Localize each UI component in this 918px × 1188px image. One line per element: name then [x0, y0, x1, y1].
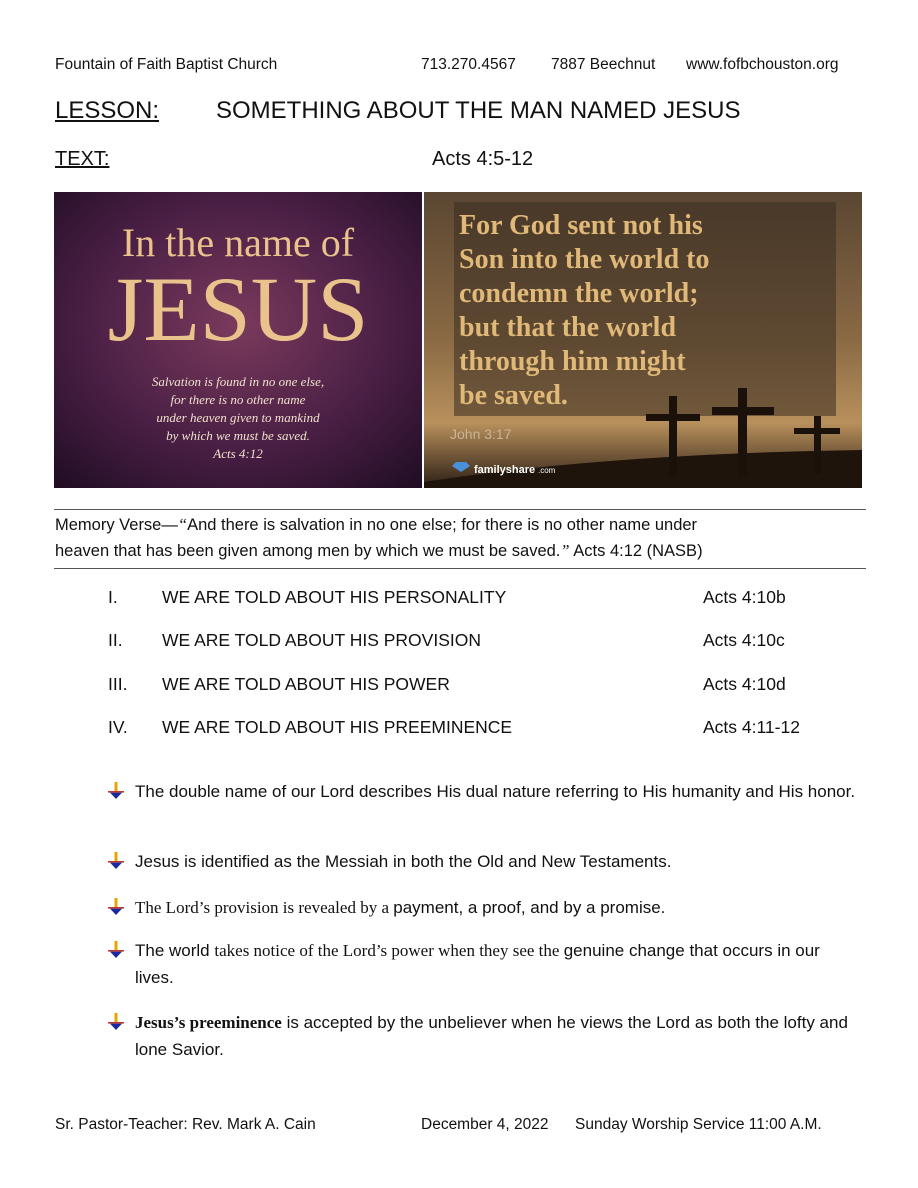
text-reference: Acts 4:5-12: [432, 148, 534, 170]
outline-reference: Acts 4:10c: [703, 630, 785, 650]
church-name: Fountain of Faith Baptist Church: [55, 56, 278, 73]
down-arrow-icon: [108, 782, 124, 800]
bullet-text: Jesus is identified as the Messiah in both the Old and New Testaments.: [135, 852, 672, 871]
bullet-point: [108, 848, 858, 875]
outline-reference: Acts 4:10d: [703, 674, 786, 694]
bullet-text-start: The world: [135, 941, 215, 960]
bullet-text-serif: The Lord’s provision is revealed by a: [135, 898, 394, 917]
down-arrow-icon: [108, 941, 124, 959]
verse-line: condemn the world;: [459, 278, 699, 309]
page-footer: [55, 1116, 865, 1136]
down-arrow-icon: [108, 898, 124, 916]
lesson-title: SOMETHING ABOUT THE MAN NAMED JESUS: [216, 97, 741, 124]
pastor-name: Sr. Pastor-Teacher: Rev. Mark A. Cain: [55, 1116, 316, 1133]
outline-number: IV.: [108, 717, 128, 737]
bullet-text-serif: takes notice of the Lord’s power when they see the: [214, 941, 564, 960]
image-caption-line: for there is no other name: [170, 392, 306, 407]
verse-line: Son into the world to: [459, 244, 710, 275]
memory-verse-intro: Memory Verse—: [55, 516, 178, 534]
outline-item: [108, 674, 868, 698]
memory-verse: [55, 512, 865, 564]
john-3-17-image: [424, 192, 862, 488]
memory-verse-line2: heaven that has been given among men by which we must be saved.: [55, 542, 561, 560]
bullet-text-rest: is accepted by the unbeliever when he views the Lord as both the lofty and lone Savior.: [135, 1013, 848, 1059]
outline-item: [108, 717, 868, 741]
outline-reference: Acts 4:11-12: [703, 717, 800, 737]
service-time: Sunday Worship Service 11:00 A.M.: [575, 1116, 822, 1133]
divider: [54, 568, 866, 569]
lesson-label: LESSON:: [55, 97, 160, 124]
brand-suffix: .com: [538, 466, 556, 475]
outline-text: WE ARE TOLD ABOUT HIS PREEMINENCE: [162, 717, 513, 737]
bullet-point: [108, 778, 858, 805]
down-arrow-icon: [108, 1013, 124, 1031]
text-label: TEXT:: [55, 148, 110, 170]
image-caption-reference: Acts 4:12: [213, 446, 263, 461]
outline-text: WE ARE TOLD ABOUT HIS PERSONALITY: [162, 587, 507, 607]
image-line-in-the-name: In the name of: [121, 220, 355, 265]
outline-number: III.: [108, 674, 128, 694]
bullet-text-bold: Jesus’s preeminence: [135, 1013, 282, 1032]
verse-line: For God sent not his: [459, 210, 703, 241]
outline-number: II.: [108, 630, 123, 650]
bullet-point: [108, 937, 858, 991]
bullet-text-rest: payment, a proof, and by a promise.: [393, 898, 666, 917]
outline-text: WE ARE TOLD ABOUT HIS PROVISION: [162, 630, 481, 650]
memory-verse-reference: Acts 4:12 (NASB): [569, 542, 703, 560]
church-address: 7887 Beechnut: [551, 56, 656, 73]
jesus-name-image: [54, 192, 422, 488]
down-arrow-icon: [108, 852, 124, 870]
outline-item: [108, 630, 868, 654]
bullet-text-rest: genuine change that occurs in our lives.: [135, 941, 820, 987]
bullet-text: The double name of our Lord describes His dual nature referring to His humanity and His honor.: [135, 782, 856, 801]
bullet-point: [108, 1009, 858, 1063]
open-quote: “: [177, 515, 188, 534]
church-header: [55, 56, 865, 76]
outline-item: [108, 587, 868, 611]
church-website: www.fofbchouston.org: [686, 56, 839, 73]
image-caption-line: Salvation is found in no one else,: [151, 374, 325, 389]
bullet-text: [108, 937, 858, 991]
service-date: December 4, 2022: [421, 1116, 549, 1133]
verse-line: through him might: [459, 346, 686, 377]
image-caption-line: under heaven given to mankind: [156, 410, 320, 425]
brand-name: familyshare: [474, 464, 536, 476]
divider: [54, 509, 866, 510]
image-caption-line: by which we must be saved.: [166, 428, 310, 443]
outline-text: WE ARE TOLD ABOUT HIS POWER: [162, 674, 450, 694]
church-phone: 713.270.4567: [421, 56, 516, 73]
verse-line: be saved.: [459, 380, 568, 411]
image-jesus-word: JESUS: [107, 258, 369, 360]
close-quote: ”: [560, 541, 570, 560]
outline-reference: Acts 4:10b: [703, 587, 786, 607]
bullet-text: [108, 894, 858, 921]
outline-number: I.: [108, 587, 118, 607]
memory-verse-line1: And there is salvation in no one else; for there is no other name under: [187, 516, 698, 534]
bullet-text: [108, 1009, 858, 1063]
bullet-point: [108, 894, 858, 921]
verse-line: but that the world: [459, 312, 677, 343]
verse-reference: John 3:17: [450, 426, 512, 442]
